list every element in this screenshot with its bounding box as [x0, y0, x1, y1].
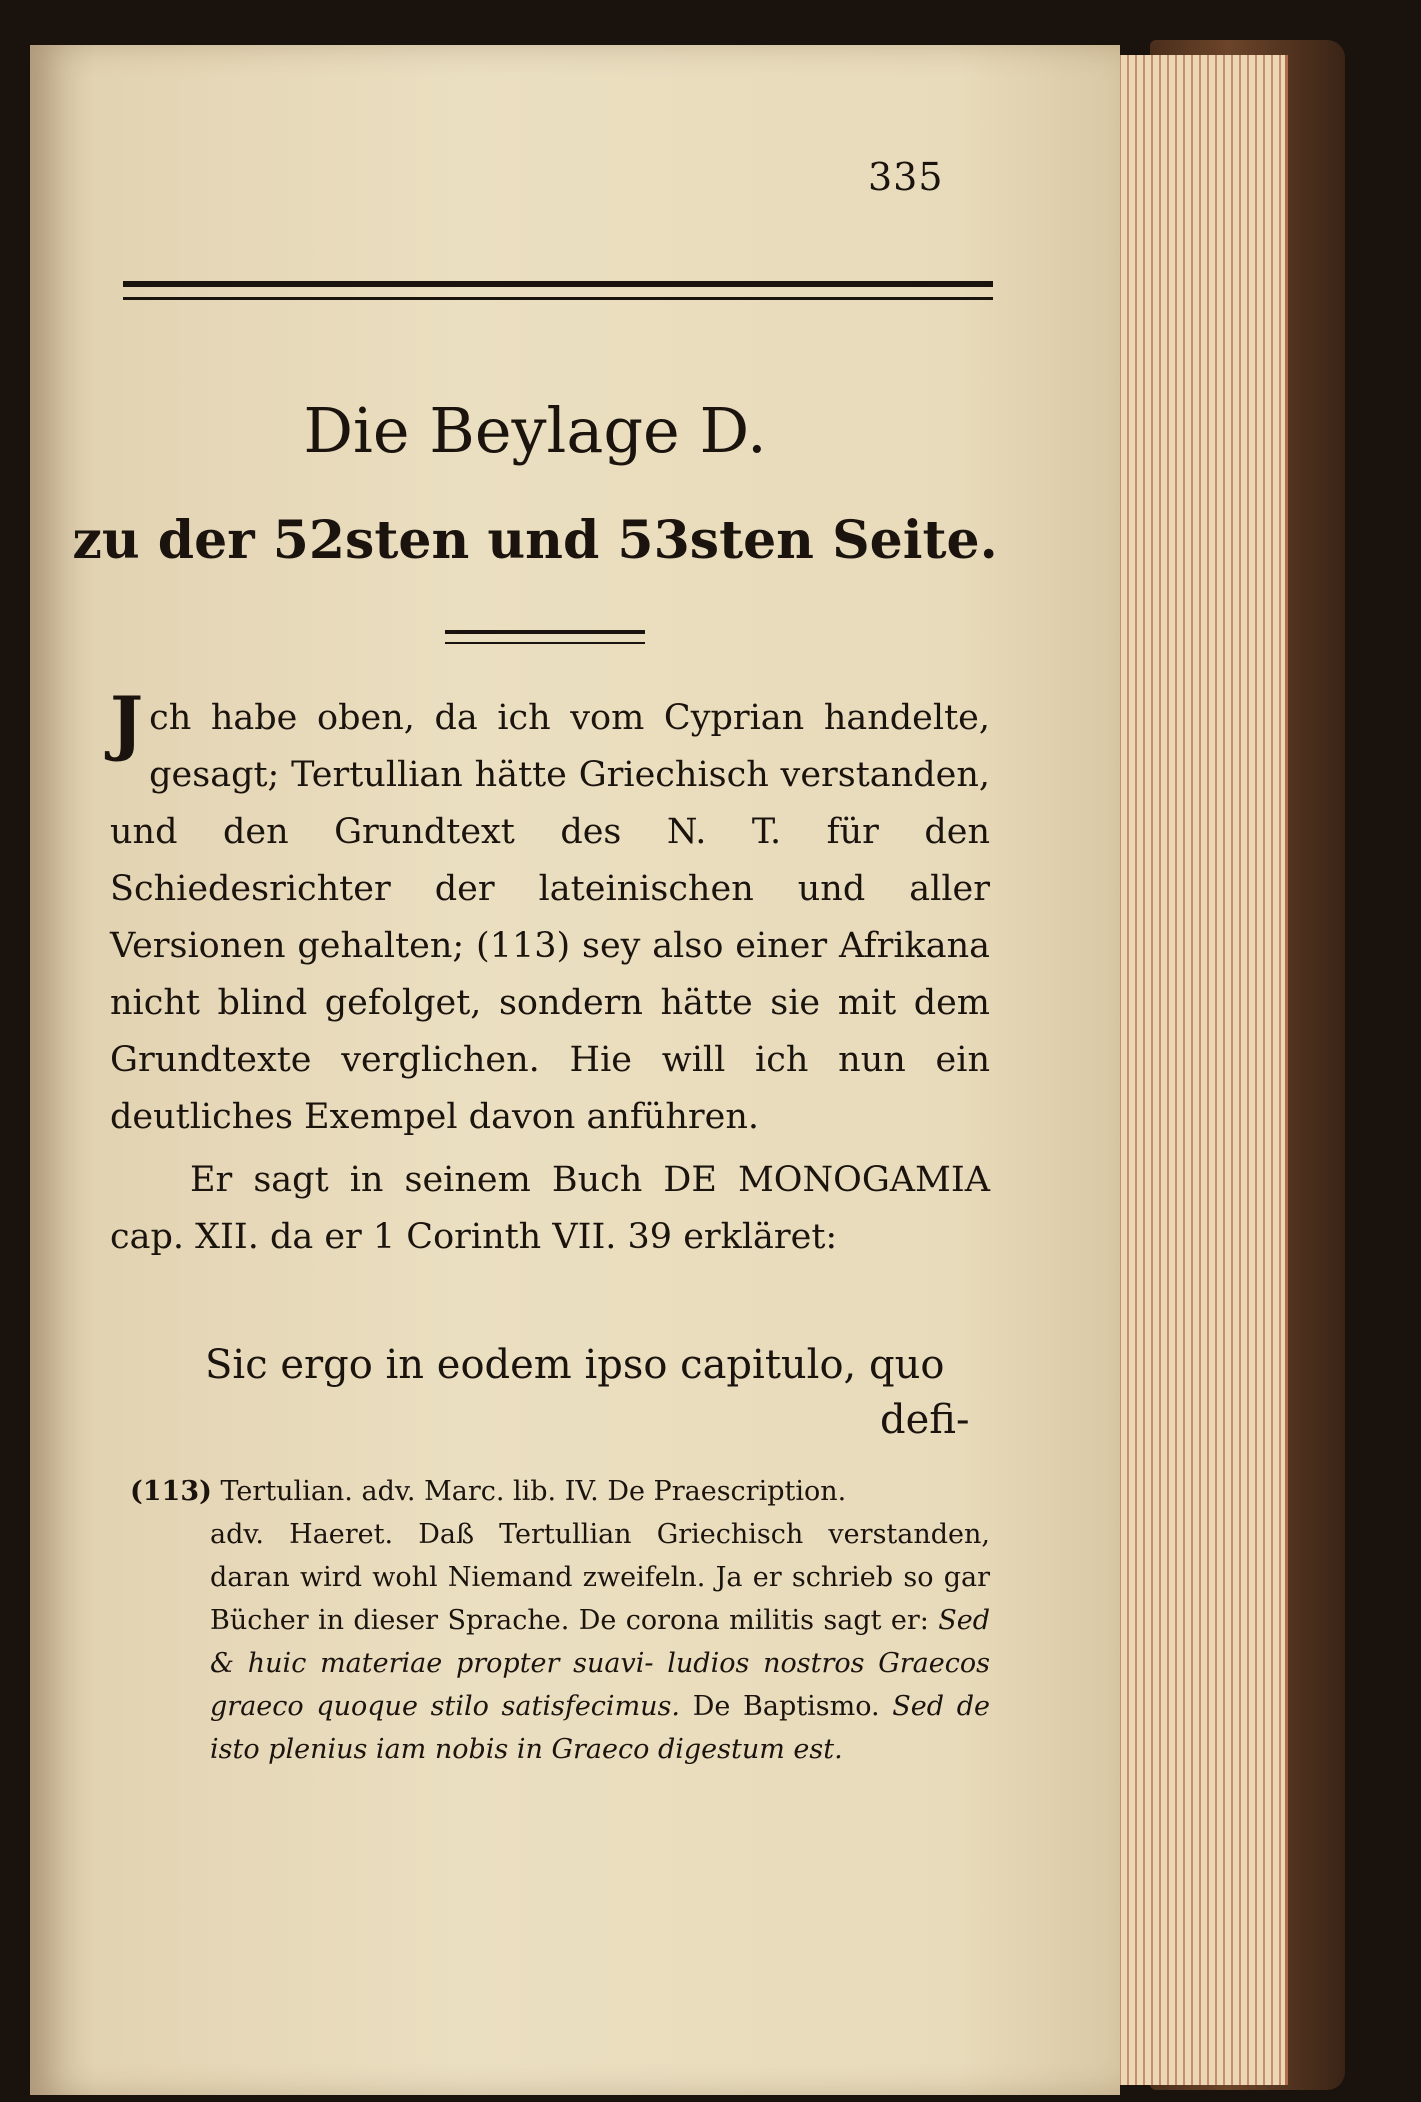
footnote-quote-2: Sed de isto plenius iam nobis in Graeco digestum est. — [210, 1691, 990, 1765]
section-rule — [445, 630, 645, 644]
paragraph-2: Er sagt in seinem Buch DE MONOGAMIA cap. XII. da er 1 Corinth VII. 39 erkläret: — [110, 1160, 990, 1257]
paragraph-1-text: ch habe oben, da ich vom Cyprian handelte, gesagt; Tertullian hätte Griechisch verstanden, und den Grundtext des N. T. für den Schiedesrichter der lateinischen und aller Versionen gehalten; (113) sey also einer Afrikana nicht blind gefolget, sondern hätte sie mit dem Grundtexte verglichen. Hie will ich nun ein deutliches Exempel davon anführen. — [110, 698, 990, 1137]
page-edges — [1105, 55, 1288, 2085]
latin-quote: Sic ergo in eodem ipso capitulo, quo — [205, 1342, 945, 1388]
drop-cap: J — [110, 681, 144, 764]
footnote-quote-1: Sed & huic materiae propter suavi- ludios nostros Graecos graeco quoque stilo satisfecimus. — [210, 1605, 990, 1722]
page-subtitle: zu der 52sten und 53sten Seite. — [72, 510, 998, 571]
book-page — [30, 45, 1120, 2095]
main-text — [110, 681, 990, 1266]
footnote — [130, 1470, 990, 1771]
paragraph-1 — [110, 681, 990, 1146]
catchword: defi- — [880, 1397, 970, 1443]
footnote-ref: Tertulian. adv. Marc. lib. IV. De Praescription. — [220, 1476, 847, 1507]
page-number: 335 — [868, 155, 944, 199]
footnote-number: (113) — [130, 1476, 212, 1507]
header-rule — [123, 281, 993, 300]
footnote-text-2: De Baptismo. — [692, 1691, 880, 1722]
footnote-line-1 — [130, 1470, 990, 1513]
footnote-text: adv. Haeret. Daß Tertullian Griechisch verstanden, daran wird wohl Niemand zweifeln. Ja er schrieb so gar Bücher in dieser Sprache. De corona militis sagt er: — [210, 1519, 990, 1636]
page-title: Die Beylage D. — [303, 394, 767, 467]
footnote-body — [130, 1513, 990, 1771]
